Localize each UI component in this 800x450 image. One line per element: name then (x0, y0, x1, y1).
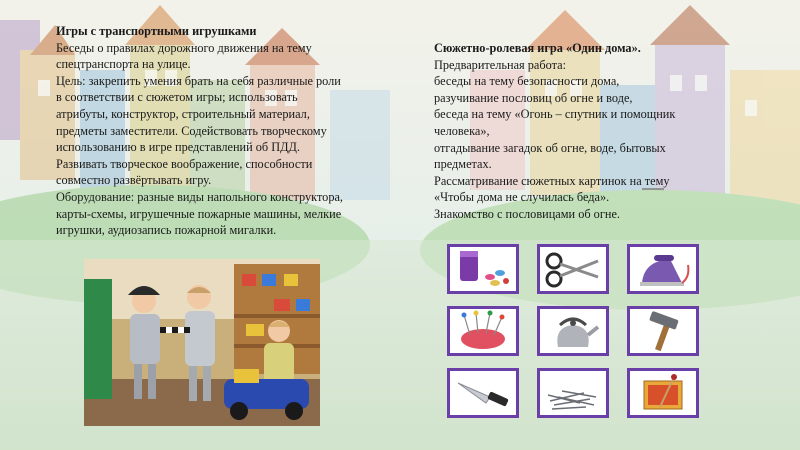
right-title: Сюжетно-ролевая игра «Один дома». (434, 41, 641, 55)
right-line: предметах. (434, 157, 492, 172)
picture-cell (537, 306, 609, 356)
children-photo (84, 259, 320, 426)
iron-icon (630, 247, 696, 291)
left-line: Цель: закрепить умения брать на себя различные роли (56, 73, 341, 88)
right-line: человека», (434, 123, 490, 138)
safety-pictures-grid (447, 244, 706, 420)
matches-icon (630, 371, 696, 415)
picture-cell (447, 244, 519, 294)
scissors-icon (540, 247, 606, 291)
left-line: спецтранспорта на улице. (56, 57, 191, 72)
kettle-icon (540, 309, 606, 353)
picture-cell (447, 368, 519, 418)
left-line: в соответствии с сюжетом игры; использовать (56, 90, 298, 105)
left-line: игрушки, аудиозапись пожарной мигалки. (56, 223, 277, 238)
hammer-icon (630, 309, 696, 353)
picture-cell (447, 306, 519, 356)
left-line: совместно развёртывать игру. (56, 173, 212, 188)
left-line: Оборудование: разные виды напольного конструктора, (56, 189, 344, 204)
picture-cell (537, 368, 609, 418)
right-line: Знакомство с пословицами об огне. (434, 206, 620, 221)
left-line: использованию в игре представлений об ПДД. (56, 140, 300, 155)
knife-icon (450, 371, 516, 415)
right-line: разучивание пословиц об огне и воде, (434, 90, 633, 105)
right-line: Предварительная работа: (434, 57, 567, 72)
right-text-block (434, 40, 675, 223)
left-line: Беседы о правилах дорожного движения на тему (56, 40, 312, 55)
pincushion-icon (450, 309, 516, 353)
picture-cell (627, 244, 699, 294)
left-title: Игры с транспортными игрушками (56, 24, 257, 38)
picture-cell (627, 368, 699, 418)
right-line: беседы на тему безопасности дома, (434, 74, 620, 89)
right-line: «Чтобы дома не случилась беда». (434, 190, 610, 205)
nails-icon (540, 371, 606, 415)
picture-cell (627, 306, 699, 356)
right-line: Рассматривание сюжетных картинок на тему (434, 173, 670, 188)
right-line: отгадывание загадок об огне, воде, бытовых (434, 140, 666, 155)
left-line: предметы заместители. Содействовать творческому (56, 123, 327, 138)
left-line: карты-схемы, игрушечные пожарные машины, мелкие (56, 206, 342, 221)
picture-cell (537, 244, 609, 294)
left-text-block (56, 23, 343, 239)
pills-icon (450, 247, 516, 291)
left-line: Развивать творческое воображение, способности (56, 156, 313, 171)
right-line: беседа на тему «Огонь – спутник и помощник (434, 107, 676, 122)
left-line: атрибуты, конструктор, строительный материал, (56, 106, 310, 121)
